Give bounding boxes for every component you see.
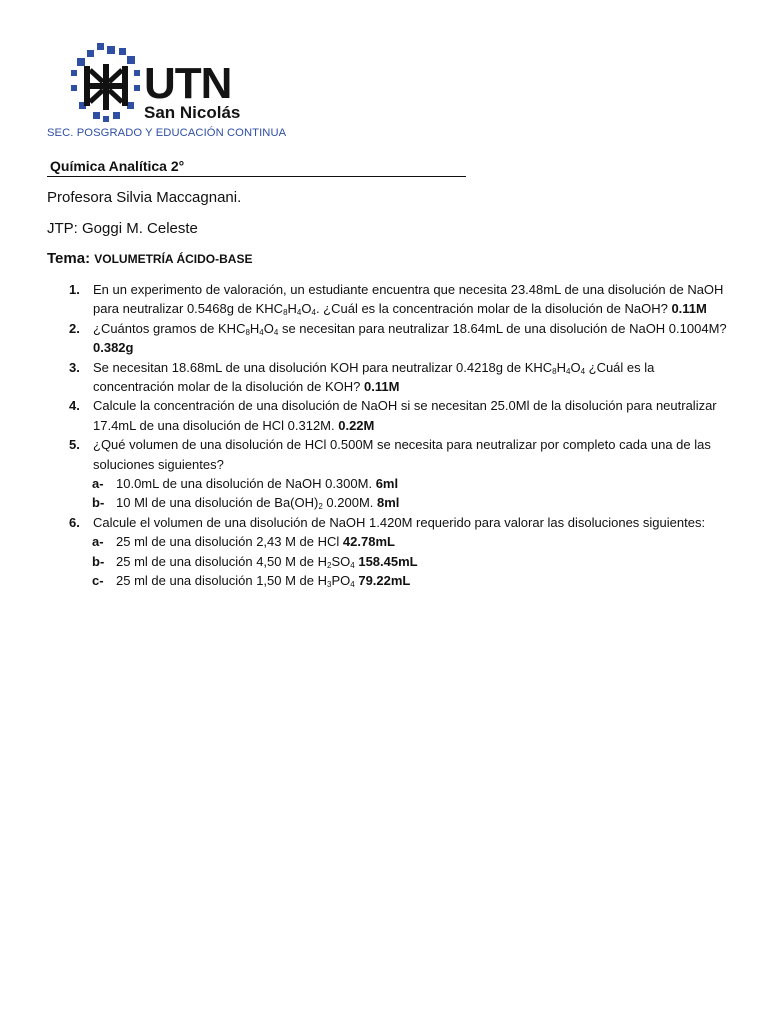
sub-letter: b- bbox=[92, 553, 105, 569]
problem-list bbox=[57, 280, 727, 591]
problem-1 bbox=[57, 280, 727, 319]
sub-text: 25 ml de una disolución 2,43 M de HCl bbox=[116, 534, 343, 550]
utn-logo bbox=[47, 40, 307, 144]
sub-text: 0.200M. bbox=[322, 495, 377, 511]
problem-4 bbox=[57, 396, 727, 435]
sub-text: 25 ml de una disolución 4,50 M de H bbox=[116, 553, 328, 569]
answer: 0.382g bbox=[93, 340, 134, 356]
answer: 0.22M bbox=[338, 417, 375, 433]
problem-text: Calcule el volumen de una disolución de NaOH 1.420M requerido para valorar las disoluciones siguientes: bbox=[93, 514, 706, 530]
subscript: 4 bbox=[259, 327, 264, 337]
problem-text: Calcule la concentración de una disolución de NaOH si se necesitan 25.0Ml de la disolución para neutralizar 17.4mL de una disolución de HCl 0.312M. bbox=[93, 398, 717, 433]
sub-letter: a- bbox=[92, 476, 104, 492]
answer: 8ml bbox=[377, 495, 400, 511]
sub-letter: a- bbox=[92, 534, 104, 550]
answer: 6ml bbox=[375, 476, 399, 492]
problem-3 bbox=[57, 358, 727, 397]
sub-text: 10 Ml de una disolución de Ba(OH) bbox=[116, 495, 319, 511]
problem-text: . ¿Cuál es la concentración molar de la disolución de NaOH? bbox=[315, 301, 672, 317]
problem-text: ¿Cuál es la concentración molar de la disolución de KOH? bbox=[93, 359, 655, 395]
problem-number: 3. bbox=[69, 359, 80, 375]
answer: 42.78mL bbox=[342, 534, 395, 550]
subscript: 4 bbox=[273, 327, 279, 337]
sub-text: 25 ml de una disolución 1,50 M de H bbox=[116, 573, 328, 589]
problem-5 bbox=[57, 435, 727, 474]
answer: 0.11M bbox=[671, 301, 707, 317]
problem-number: 1. bbox=[69, 282, 80, 297]
subscript: 4 bbox=[350, 580, 355, 590]
jtp-line: JTP: Goggi M. Celeste bbox=[47, 220, 198, 237]
problem-6b bbox=[57, 552, 727, 571]
subscript: 2 bbox=[318, 502, 323, 512]
subscript: 8 bbox=[552, 366, 557, 376]
subscript: 4 bbox=[565, 366, 571, 376]
tema-line bbox=[47, 250, 252, 268]
subscript: 4 bbox=[350, 560, 355, 570]
problem-text: En un experimento de valoración, un estudiante encuentra que necesita 23.48mL de una disolución de NaOH para neutralizar 0.5468g de KHC bbox=[93, 282, 724, 317]
formula-part: O bbox=[301, 301, 312, 317]
answer: 0.11M bbox=[363, 379, 400, 395]
formula-part: PO bbox=[331, 573, 351, 589]
subscript: 3 bbox=[327, 580, 332, 590]
problem-5a bbox=[57, 474, 727, 493]
problem-5b bbox=[57, 493, 727, 512]
utn-emblem-icon bbox=[71, 40, 143, 124]
formula-part: H bbox=[287, 301, 297, 317]
tema-label: Tema: bbox=[47, 250, 91, 267]
sub-text: 10.0mL de una disolución de NaOH 0.300M. bbox=[116, 476, 376, 492]
formula-part: O bbox=[263, 320, 274, 336]
logo-city: San Nicolás bbox=[144, 103, 241, 122]
problem-text: Se necesitan 18.68mL de una disolución KOH para neutralizar 0.4218g de KHC bbox=[93, 359, 553, 375]
formula-part: H bbox=[249, 320, 260, 336]
subscript: 2 bbox=[327, 560, 332, 570]
answer: 79.22mL bbox=[358, 573, 411, 589]
problem-2 bbox=[57, 319, 727, 358]
logo-subtitle: SEC. POSGRADO Y EDUCACIÓN CONTINUA bbox=[47, 127, 287, 139]
problem-text: ¿Cuántos gramos de KHC bbox=[93, 320, 246, 336]
problem-6a bbox=[57, 532, 727, 551]
problem-text: se necesitan para neutralizar 18.64mL de una disolución de NaOH 0.1004M? bbox=[278, 320, 727, 336]
subscript: 4 bbox=[296, 308, 302, 318]
subscript: 8 bbox=[283, 308, 288, 318]
problem-number: 5. bbox=[69, 437, 80, 453]
sub-letter: c- bbox=[92, 573, 104, 589]
problem-text: ¿Qué volumen de una disolución de HCl 0.500M se necesita para neutralizar por completo cada una de las soluciones siguientes? bbox=[93, 437, 711, 472]
sub-letter: b- bbox=[92, 495, 105, 511]
problem-6c bbox=[57, 571, 727, 590]
formula-part: SO bbox=[331, 553, 351, 569]
subscript: 8 bbox=[245, 327, 250, 337]
answer: 158.45mL bbox=[358, 553, 418, 569]
problem-number: 2. bbox=[69, 320, 80, 336]
problem-number: 4. bbox=[69, 398, 80, 414]
subscript: 4 bbox=[580, 366, 586, 376]
professor-line: Profesora Silvia Maccagnani. bbox=[47, 189, 242, 206]
formula-part: H bbox=[556, 359, 566, 375]
formula-part: O bbox=[570, 359, 581, 375]
tema-value: VOLUMETRÍA ÁCIDO-BASE bbox=[94, 252, 253, 266]
subscript: 4 bbox=[311, 308, 316, 318]
problem-number: 6. bbox=[69, 514, 80, 530]
course-title: Química Analítica 2° bbox=[47, 157, 466, 177]
problem-6 bbox=[57, 513, 727, 532]
logo-wordmark: UTN bbox=[144, 59, 232, 108]
